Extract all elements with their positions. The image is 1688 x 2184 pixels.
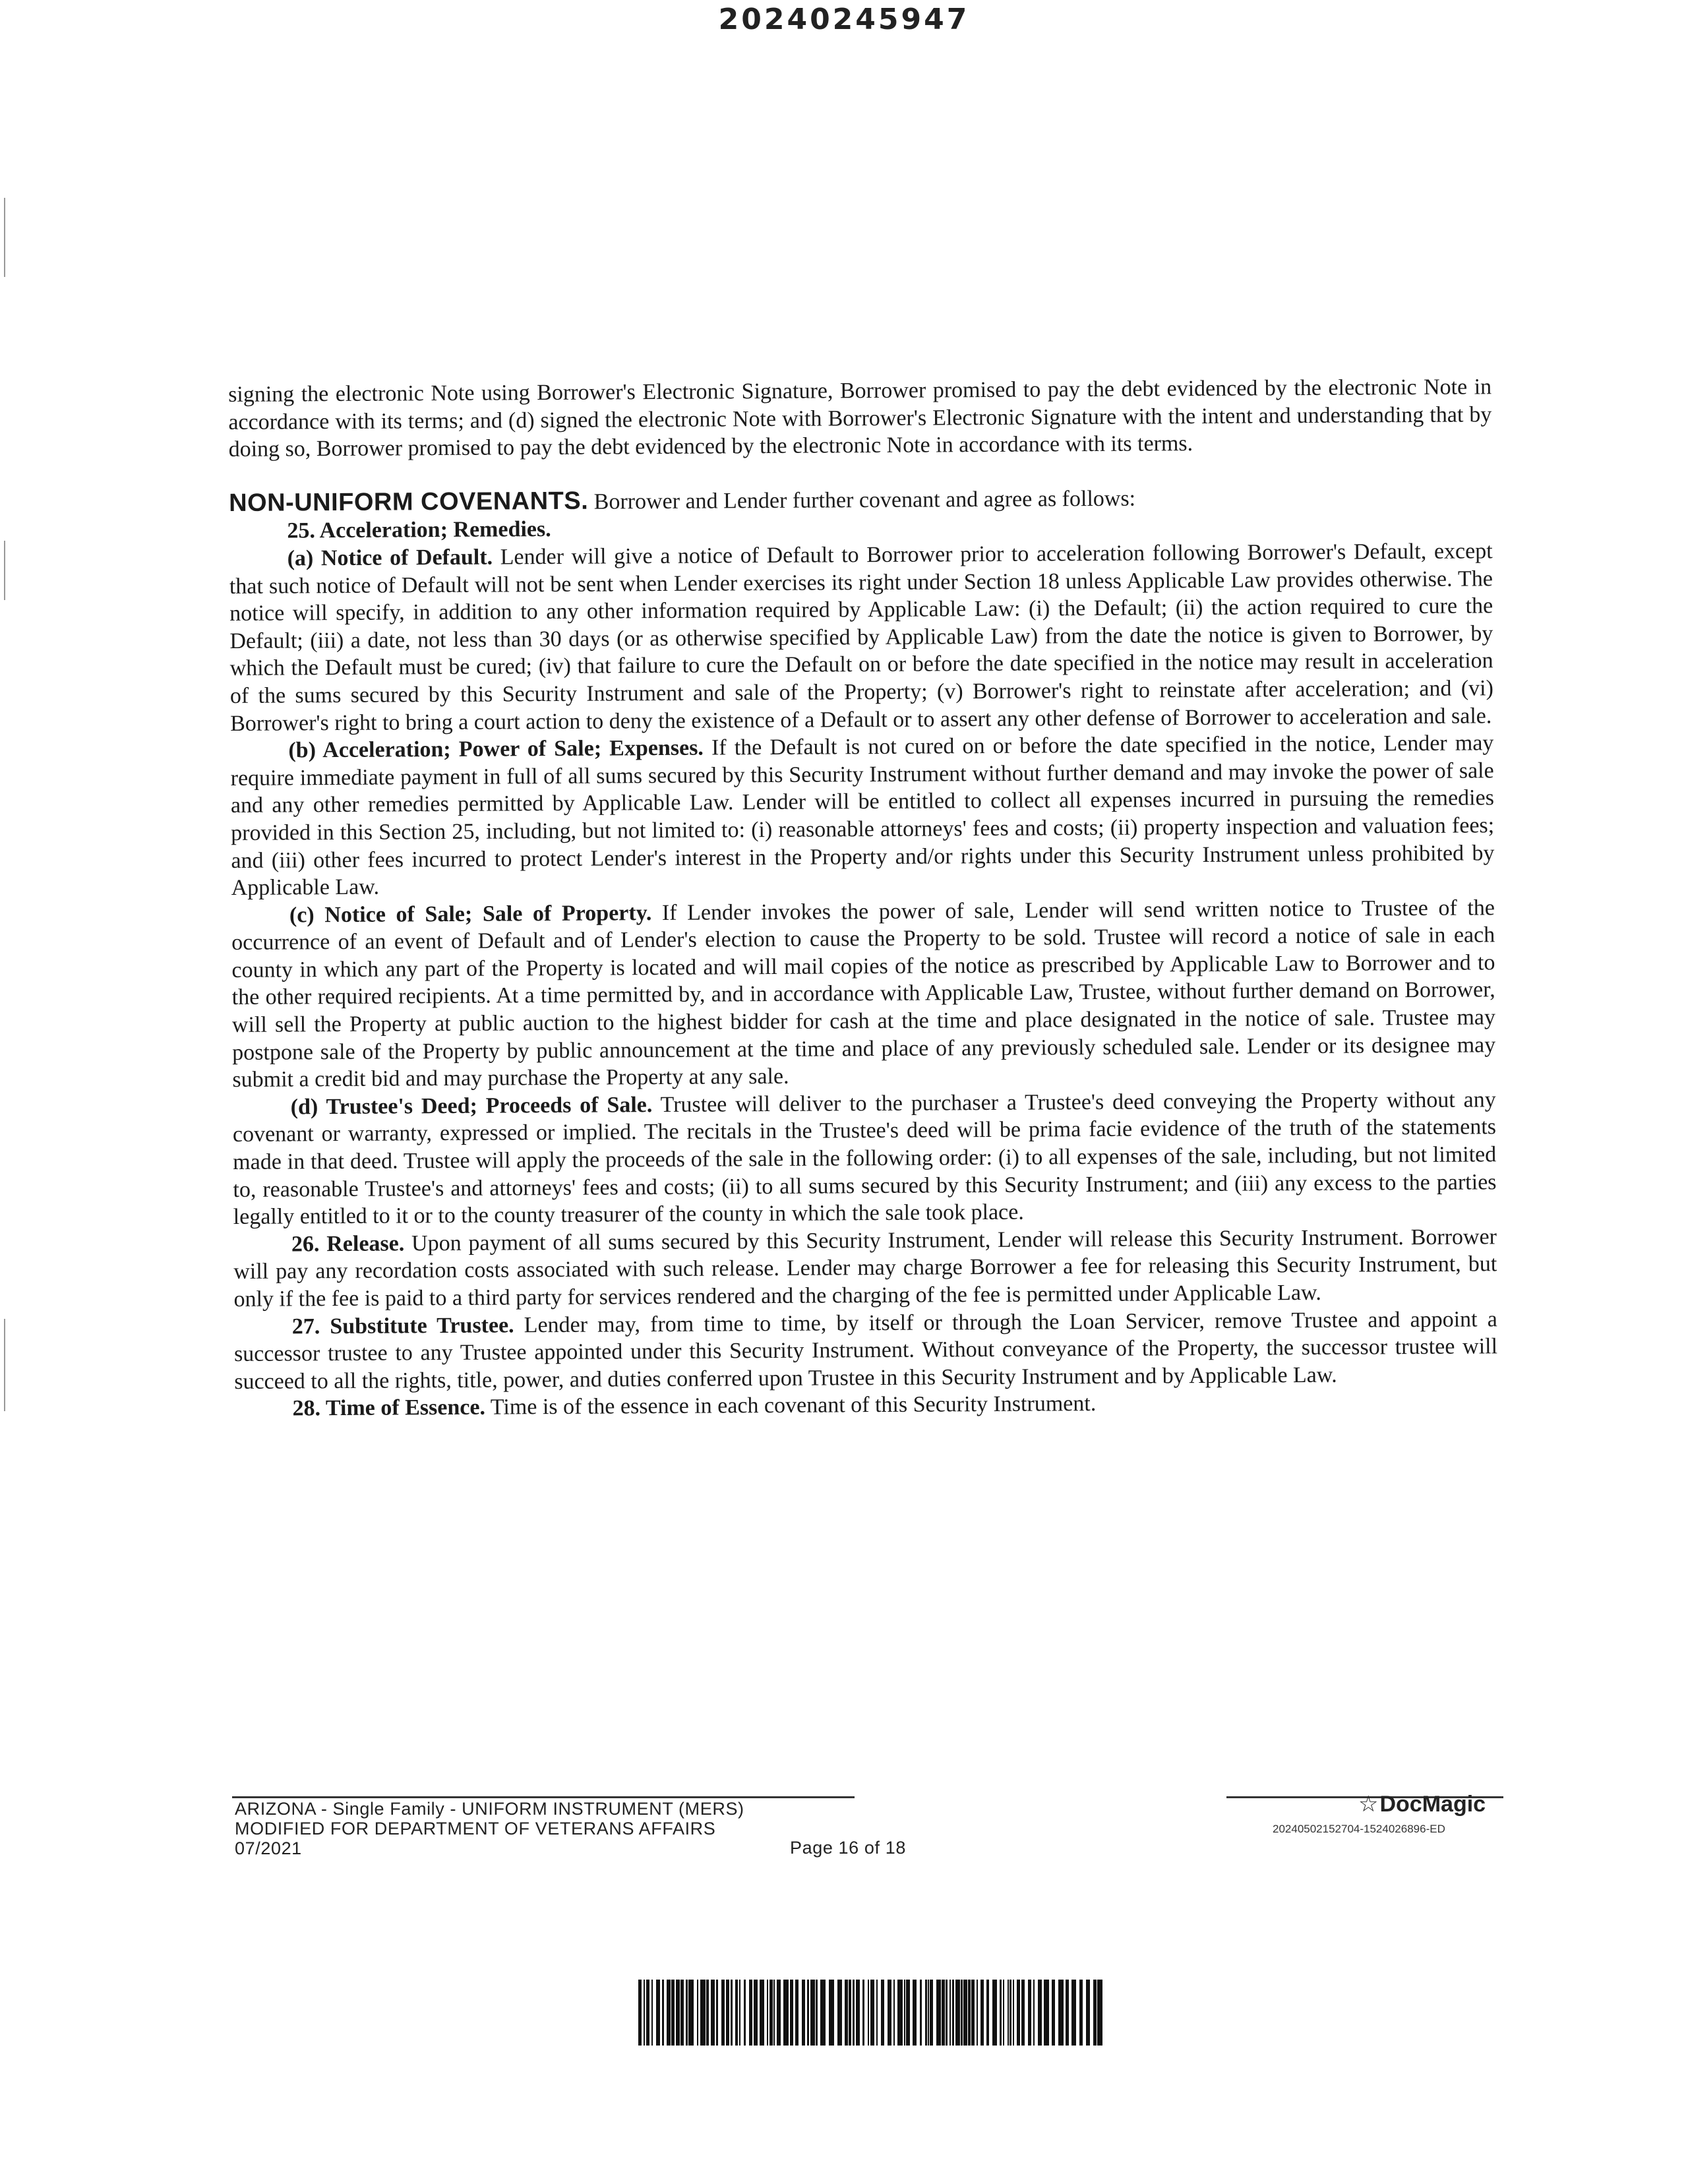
paragraph-title: 28. Time of Essence. bbox=[292, 1395, 486, 1421]
form-identifier bbox=[235, 1799, 744, 1858]
footer-divider bbox=[232, 1796, 855, 1798]
document-body bbox=[228, 373, 1498, 1423]
paragraph-title: 26. Release. bbox=[291, 1231, 405, 1257]
barcode bbox=[638, 1980, 1106, 2046]
paragraph-text: Trustee will deliver to the purchaser a Trustee's deed conveying the Property without any covenant or warranty, expressed or implied. The recitals in the Trustee's deed will be prima facie evidence of the truth of the statements made in that deed. Trustee will apply the proceeds of the sale in the following order: (i) to all expenses of the sale, including, but not limited to, reasonable Trustee's and attorneys' fees and costs; (ii) to all sums secured by this Security Instrument; and (iii) any excess to the parties legally entitled to it or to the county treasurer of the county in which the sale took place. bbox=[232, 1087, 1497, 1230]
paragraph-title: 27. Substitute Trustee. bbox=[291, 1312, 514, 1339]
form-line-2: MODIFIED FOR DEPARTMENT OF VETERANS AFFAIRS bbox=[235, 1819, 716, 1838]
paragraph-title: (c) Notice of Sale; Sale of Property. bbox=[289, 900, 652, 928]
document-id: 20240502152704-1524026896-ED bbox=[1273, 1823, 1445, 1835]
scan-margin-mark bbox=[4, 198, 5, 277]
paragraph-title: (a) Notice of Default. bbox=[287, 545, 493, 571]
paragraph-text: Time is of the essence in each covenant of this Security Instrument. bbox=[485, 1391, 1097, 1420]
section-26-release bbox=[233, 1223, 1497, 1313]
form-line-3: 07/2021 bbox=[235, 1838, 302, 1858]
docmagic-logo bbox=[1358, 1791, 1486, 1817]
scan-margin-mark bbox=[4, 1319, 5, 1411]
covenants-heading-text: Borrower and Lender further covenant and agree as follows: bbox=[588, 486, 1136, 514]
star-icon: ☆ bbox=[1358, 1792, 1379, 1817]
paragraph-notice-of-default bbox=[229, 537, 1494, 737]
paragraph-text: Lender will give a notice of Default to Borrower prior to acceleration following Borrower's Default, except that such notice of Default will not be sent when Lender exercises its right under Section 18 unless Applicable Law provides otherwise. The notice will specify, in addition to any other information required by Applicable Law: (i) the Default; (ii) the action required to cure the Default; (iii) a date, not less than 30 days (or as otherwise specified by Applicable Law) from the date the notice is given to Borrower, by which the Default must be cured; (iv) that failure to cure the Default on or before the date specified in the notice may result in acceleration of the sums secured by this Security Instrument and sale of the Property; (v) Borrower's right to reinstate after acceleration; and (vi) Borrower's right to bring a court action to deny the existence of a Default or to assert any other defense of Borrower to acceleration and sale. bbox=[229, 539, 1493, 736]
paragraph-text: If Lender invokes the power of sale, Lender will send written notice to Trustee of the occurrence of an event of Default and of Lender's election to cause the Property to be sold. Trustee will record a notice of sale in each county in which any part of the Property is located and will mail copies of the notice as prescribed by Applicable Law to Borrower and to the other required recipients. At a time permitted by, and in accordance with Applicable Law, Trustee, without further demand on Borrower, will sell the Property at public auction to the highest bidder for cash at the time and place designated in the notice of sale. Trustee may postpone sale of the Property by public announcement at the time and place of any previously scheduled sale. Lender or its designee may submit a credit bid and may purchase the Property at any sale. bbox=[231, 895, 1496, 1093]
brand-name: DocMagic bbox=[1379, 1792, 1486, 1817]
section-27-substitute-trustee bbox=[234, 1306, 1498, 1395]
page-number: Page 16 of 18 bbox=[790, 1838, 906, 1858]
non-uniform-covenants-heading: NON-UNIFORM COVENANTS. bbox=[229, 487, 589, 517]
recording-number: 20240245947 bbox=[718, 3, 970, 36]
paragraph-notice-of-sale bbox=[231, 894, 1496, 1094]
paragraph-trustees-deed bbox=[233, 1086, 1497, 1231]
paragraph-text: If the Default is not cured on or before the date specified in the notice, Lender may require immediate payment in full of all sums secured by this Security Instrument without further demand and may invoke the power of sale and any other remedies permitted by Applicable Law. Lender will be entitled to collect all expenses incurred in pursuing the remedies provided in this Section 25, including, but not limited to: (i) reasonable attorneys' fees and costs; (ii) property inspection and valuation fees; and (iii) other fees incurred to protect Lender's interest in the Property and/or rights under this Security Instrument unless prohibited by Applicable Law. bbox=[230, 731, 1495, 901]
paragraph-title: (d) Trustee's Deed; Proceeds of Sale. bbox=[290, 1092, 653, 1120]
paragraph-acceleration bbox=[230, 729, 1494, 901]
scan-margin-mark bbox=[4, 541, 5, 600]
paragraph-title: (b) Acceleration; Power of Sale; Expenses. bbox=[288, 735, 704, 763]
intro-paragraph: signing the electronic Note using Borrower's Electronic Signature, Borrower promised to pay the debt evidenced by the electronic Note in accordance with its terms; and (d) signed the electronic Note with Borrower's Electronic Signature with the intent and understanding that by doing so, Borrower promised to pay the debt evidenced by the electronic Note in accordance with its terms. bbox=[228, 375, 1492, 462]
form-line-1: ARIZONA - Single Family - UNIFORM INSTRUMENT (MERS) bbox=[235, 1799, 744, 1819]
paragraph-text: Lender may, from time to time, by itself or through the Loan Servicer, remove Trustee and appoint a successor trustee to any Trustee appointed under this Security Instrument. Without conveyance of the Property, the successor trustee will succeed to all the rights, title, power, and duties conferred upon Trustee in this Security Instrument and by Applicable Law. bbox=[233, 1306, 1498, 1394]
section-25-title: 25. Acceleration; Remedies. bbox=[287, 517, 551, 543]
paragraph-text: Upon payment of all sums secured by this Security Instrument, Lender will release this Security Instrument. Borrower will pay any recordation costs associated with such release. Lender may charge Borrower a fee for releasing this Security Instrument, but only if the fee is paid to a third party for services rendered and the charging of the fee is permitted under Applicable Law. bbox=[233, 1225, 1497, 1312]
